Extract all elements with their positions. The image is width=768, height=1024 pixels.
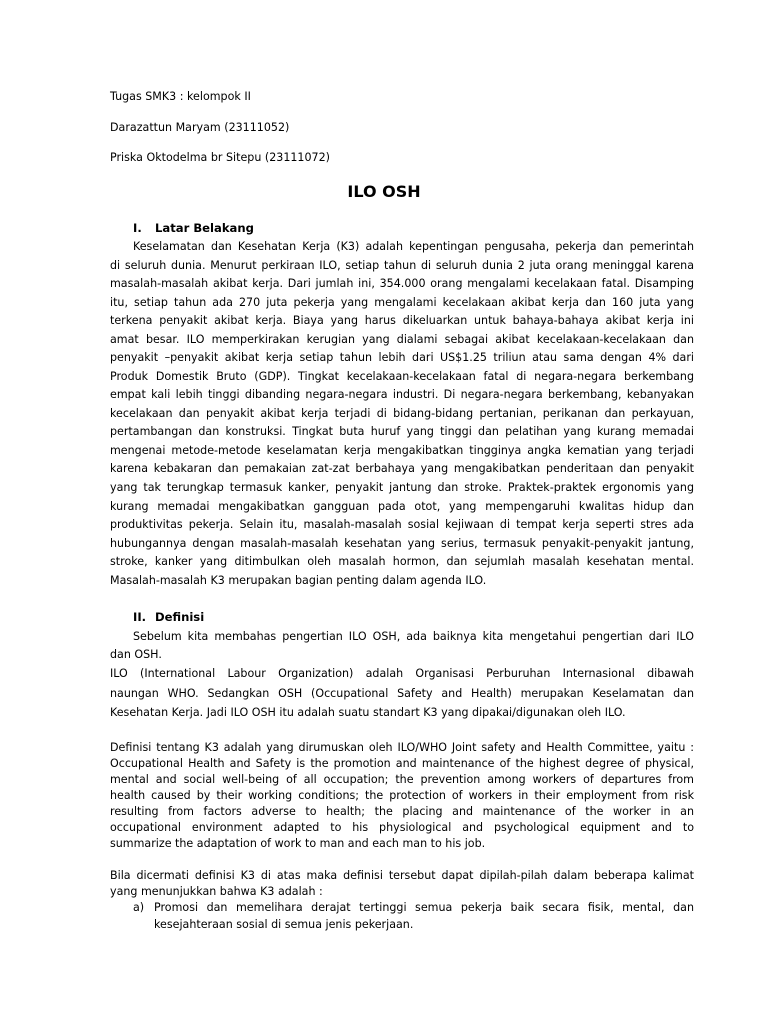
paragraph-line: di seluruh dunia. Menurut perkiraan ILO, setiap tahun di seluruh dunia 2 juta orang meninggal karena (110, 259, 694, 272)
paragraph-line: masalah-masalah akibat kerja. Dari jumlah ini, 354.000 orang mengalami kecelakaan fatal. Disamping (110, 277, 694, 290)
paragraph-line: karena kebakaran dan pemakaian zat-zat berbahaya yang mengakibatkan penderitaan dan penyakit (110, 462, 694, 475)
list-item-line: Promosi dan memelihara derajat tertinggi semua pekerja baik secara fisik, mental, dan (154, 901, 694, 914)
section-title: Definisi (155, 610, 205, 624)
paragraph-line: amat besar. ILO memperkirakan kerugian yang dialami sebagai akibat kecelakaan-kecelakaan dan (110, 333, 694, 346)
paragraph-line: mengenai metode-metode keselamatan kerja mengakibatkan tingginya angka kematian yang terjadi (110, 444, 694, 457)
section-heading-definisi (133, 610, 204, 625)
paragraph-line: empat kali lebih tinggi dibanding negara-negara industri. Di negara-negara berkembang, kebanyakan (110, 388, 694, 401)
paragraph-line: yang tak terungkap termasuk kanker, penyakit jantung dan stroke. Praktek-praktek ergonomis yang (110, 481, 694, 494)
section-number: II. (133, 610, 147, 624)
assignment-line: Tugas SMK3 : kelompok II (110, 90, 251, 103)
paragraph-line: produktivitas pekerja. Selain itu, masalah-masalah sosial kejiwaan di tempat kerja seperti stres ada (110, 518, 694, 531)
section-number: I. (133, 221, 142, 235)
paragraph-line: Kesehatan Kerja. Jadi ILO OSH itu adalah suatu standart K3 yang dipakai/digunakan oleh ILO. (110, 706, 626, 719)
section-title: Latar Belakang (155, 221, 254, 235)
paragraph-line: health caused by their working conditions; the protection of workers in their employment from risk (110, 789, 694, 802)
paragraph-line: terkena penyakit akibat kerja. Biaya yang harus dikeluarkan untuk bahaya-bahaya akibat kerja ini (110, 314, 694, 327)
paragraph-line: pertambangan dan konstruksi. Tingkat buta huruf yang tinggi dan pelatihan yang kurang memadai (110, 425, 694, 438)
paragraph-line: Produk Domestik Bruto (GDP). Tingkat kecelakaan-kecelakaan fatal di negara-negara berkembang (110, 370, 694, 383)
paragraph-line: kecelakaan dan penyakit akibat kerja terjadi di bidang-bidang pertanian, perikanan dan perkayuan, (110, 407, 694, 420)
paragraph-line: occupational environment adapted to his physiological and psychological equipment and to (110, 821, 694, 834)
paragraph-line: Sebelum kita membahas pengertian ILO OSH, ada baiknya kita mengetahui pengertian dari ILO (133, 630, 694, 643)
paragraph-line: hubungannya dengan masalah-masalah kesehatan yang serius, termasuk penyakit-penyakit jantung, (110, 537, 694, 550)
paragraph-line: resulting from factors adverse to health; the placing and maintenance of the worker in an (110, 805, 694, 818)
member-name-2: Priska Oktodelma br Sitepu (23111072) (110, 151, 330, 164)
paragraph-line: naungan WHO. Sedangkan OSH (Occupational Safety and Health) merupakan Keselamatan dan (110, 687, 694, 700)
paragraph-line: dan OSH. (110, 648, 162, 661)
paragraph-line: Occupational Health and Safety is the promotion and maintenance of the highest degree of physical, (110, 757, 694, 770)
member-name-1: Darazattun Maryam (23111052) (110, 121, 290, 134)
paragraph-line: yang menunjukkan bahwa K3 adalah : (110, 885, 323, 898)
paragraph-line: kurang memadai mengakibatkan gangguan pada otot, yang mempengaruhi kwalitas hidup dan (110, 500, 694, 513)
paragraph-line: itu, setiap tahun ada 270 juta pekerja yang mengalami kecelakaan akibat kerja dan 160 juta yang (110, 296, 694, 309)
document-title: ILO OSH (347, 182, 421, 201)
paragraph-line: Bila dicermati definisi K3 di atas maka definisi tersebut dapat dipilah-pilah dalam beberapa kalimat (110, 869, 694, 882)
list-item-line: kesejahteraan sosial di semua jenis pekerjaan. (154, 918, 414, 931)
list-item-marker: a) (133, 901, 145, 914)
paragraph-line: ILO (International Labour Organization) adalah Organisasi Perburuhan Internasional dibawah (110, 667, 694, 680)
section-heading-latar-belakang (133, 221, 254, 236)
paragraph-line: summarize the adaptation of work to man and each man to his job. (110, 837, 486, 850)
paragraph-line: Masalah-masalah K3 merupakan bagian penting dalam agenda ILO. (110, 574, 487, 587)
paragraph-line: stroke, kanker yang ditimbulkan oleh masalah hormon, dan sejumlah masalah kesehatan mental. (110, 555, 694, 568)
paragraph-line: penyakit –penyakit akibat kerja setiap tahun lebih dari US$1.25 triliun atau sama dengan 4% dari (110, 351, 694, 364)
paragraph-line: mental and social well-being of all occupation; the prevention among workers of departures from (110, 773, 694, 786)
paragraph-line: Definisi tentang K3 adalah yang dirumuskan oleh ILO/WHO Joint safety and Health Committee, yaitu : (110, 741, 694, 754)
paragraph-line: Keselamatan dan Kesehatan Kerja (K3) adalah kepentingan pengusaha, pekerja dan pemerintah (133, 240, 694, 253)
